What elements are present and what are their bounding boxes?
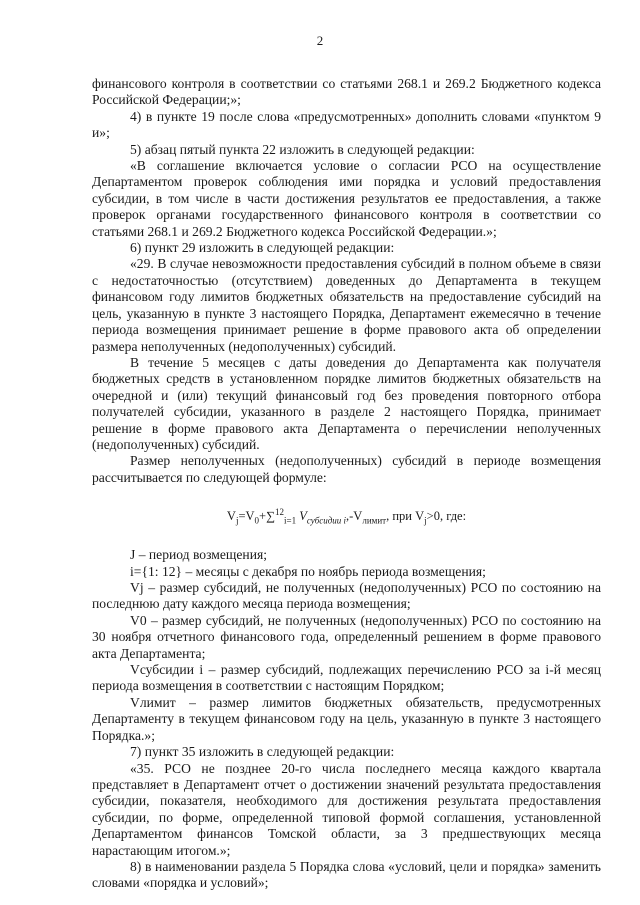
paragraph: «35. РСО не позднее 20-го числа последнего месяца каждого квартала представляет в Департамент отчет о достижении значений результата предоставления субсидии, показателя, необходимого для достижения результата предоставления субсидии, по форме, определенной типовой формой соглашения, установленной Департаментом финансов Томской области, за 3 предшествующих месяца нарастающим итогом.»; [92,760,601,858]
formula-lhs-sub: j [235,515,239,526]
definition: i={1: 12} – месяцы с декабря по ноябрь периода возмещения; [130,563,486,579]
formula-limit-sub: лимит [362,515,387,526]
paragraph: 4) в пункте 19 после слова «предусмотренных» дополнить словами «пунктом 9 и»; [92,108,601,141]
page-number: 2 [316,33,324,48]
formula-v-term: V [299,509,307,524]
paragraph: «В соглашение включается условие о согласии РСО на осуществление Департаментом проверок соблюдения ими порядка и условий предоставления субсидии, в том числе в части достижения результатов ее предоставления, а также проверок органами государственного финансового контроля в соответствии со статьями 268.1 и 269.2 Бюджетного кодекса Российской Федерации.»; [92,158,601,239]
definition: J – период возмещения; [130,547,267,563]
formula [92,504,601,529]
formula-sum-top: 12 [275,507,285,518]
formula-cond: , при V [386,509,425,524]
paragraph: 7) пункт 35 изложить в следующей редакции: [130,744,395,760]
formula-minus: ,-V [346,509,363,524]
paragraph: 5) абзац пятый пункта 22 изложить в следующей редакции: [130,141,475,157]
paragraph: Размер неполученных (недополученных) субсидий в периоде возмещения рассчитывается по следующей формуле: [92,453,601,485]
formula-sum: +∑ [259,509,276,524]
paragraph: 6) пункт 29 изложить в следующей редакции: [130,240,395,256]
paragraph: 8) в наименовании раздела 5 Порядка слова «условий, цели и порядка» заменить словами «порядка и условий»; [92,858,601,891]
definition: Vлимит – размер лимитов бюджетных обязательств, предусмотренных Департаменту в текущем финансовом году на цель, указанную в пункте 3 настоящего Порядка.»; [92,694,601,743]
document-body [92,76,601,892]
definition: Vj – размер субсидий, не полученных (недополученных) РСО по состоянию на последнюю дату каждого месяца периода возмещения; [92,580,601,612]
formula-eq: =V [238,509,255,524]
definition: Vсубсидии i – размер субсидий, подлежащих перечислению РСО за i-й месяц периода возмещения в соответствии с настоящим Порядком; [92,662,601,694]
formula-v0-sub: 0 [254,515,260,526]
formula-v-term-sub: субсидии i [306,515,346,526]
formula-cond-end: >0, где: [426,509,467,524]
paragraph: финансового контроля в соответствии со статьями 268.1 и 269.2 Бюджетного кодекса Российской Федерации;»; [92,76,601,108]
paragraph: В течение 5 месяцев с даты доведения до Департамента как получателя бюджетных средств в установленном порядке лимитов бюджетных обязательств на очередной и (или) текущий финансовый год без проведения повторного отбора получателей субсидии, указанного в разделе 2 настоящего Порядка, принимает решение в форме правового акта Департамента о перечислении неполученных (недополученных) субсидий. [92,354,601,452]
paragraph: «29. В случае невозможности предоставления субсидий в полном объеме в связи с недостаточностью (отсутствием) доведенных до Департамента в текущем финансовом году лимитов бюджетных обязательств на предоставление субсидий на цель, указанную в пункте 3 настоящего Порядка, Департамент ежемесячно в течение периода возмещения принимает решение в форме правового акта об определении размера неполученных (недополученных) субсидий. [92,256,601,354]
definition: V0 – размер субсидий, не полученных (недополученных) РСО по состоянию на 30 ноября отчетного финансового года, определенный решением в форме правового акта Департамента; [92,612,601,661]
formula-cond-sub: j [424,515,427,526]
formula-sum-bottom: i=1 [284,515,297,526]
formula-lhs: V [226,509,236,524]
